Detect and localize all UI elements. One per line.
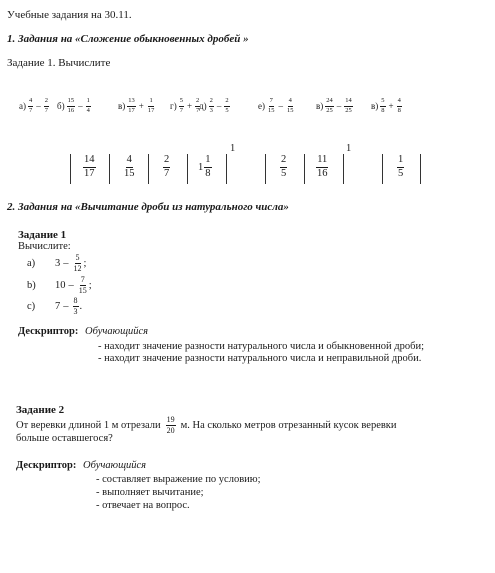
fraction: $\frac{14}{17}$ [84, 154, 95, 179]
descriptor-label: Дескриптор: [16, 460, 77, 471]
section1-title: 1. Задания на «Сложение обыкновенных дробей » [7, 33, 249, 45]
fraction: $\frac{2}{5}$ [281, 154, 287, 179]
exercise-item [199, 98, 231, 114]
fraction: $\frac{5}{7}$ [179, 97, 183, 114]
exercise-item [170, 98, 201, 114]
fraction: $\frac{7}{15}$ [268, 97, 275, 114]
fraction: $\frac{4}{15}$ [287, 97, 294, 114]
operator: – [78, 101, 83, 111]
task1-descriptor [18, 326, 148, 337]
fraction: $\frac{4}{15}$ [124, 154, 135, 179]
answer-cell [162, 155, 171, 179]
answer-cell: 1 $\frac{1}{8}$ [198, 154, 211, 179]
table-divider [187, 154, 188, 184]
task2-text-after: м. На сколько метров отрезанный кусок веревки [180, 420, 397, 431]
exercise-label: в) [371, 101, 379, 111]
task1-item: а) 3 – $\frac{5}{12}$ ; [27, 253, 87, 273]
operator: + [388, 101, 394, 111]
answer-cell [82, 155, 97, 179]
answer-cell [122, 155, 137, 179]
table-divider [304, 154, 305, 184]
exercise-label: в) [118, 101, 126, 111]
table-divider [70, 154, 71, 184]
task2-title: Задание 2 [16, 404, 65, 416]
fraction: $\frac{2}{7}$ [164, 154, 170, 179]
task1-title: Задание 1 [18, 229, 67, 241]
fraction: $\frac{1}{17}$ [147, 97, 155, 114]
table-divider [420, 154, 421, 184]
table-divider [148, 154, 149, 184]
page-header: Учебные задания на 30.11. [7, 9, 132, 21]
fraction: $\frac{2}{5}$ [225, 97, 229, 114]
operator: + [138, 101, 144, 111]
fraction: $\frac{13}{17}$ [128, 97, 135, 114]
exercise-item [19, 98, 50, 114]
section2-title: 2. Задания на «Вычитание дроби из натурального числа» [7, 201, 289, 213]
answer-cell [279, 155, 288, 179]
task1-descriptor-item: - находит значение разности натурального числа и неправильной дроби. [98, 353, 422, 364]
fraction: $\frac{15}{16}$ [67, 97, 75, 114]
fraction: $\frac{4}{8}$ [397, 97, 401, 114]
exercise-label: е) [258, 101, 265, 111]
exercise-label: а) [19, 101, 26, 111]
operator: – [278, 101, 283, 111]
fraction: $\frac{2}{7}$ [44, 97, 48, 114]
task1-descriptor-item: - находит значение разности натурального числа и обыкновенной дроби; [98, 341, 425, 352]
exercise-item [371, 98, 403, 114]
table-divider [382, 154, 383, 184]
exercise-label: г) [170, 101, 177, 111]
fraction: $\frac{5}{8}$ [381, 97, 385, 114]
exercise-label: б) [57, 101, 65, 111]
fraction: $\frac{1}{4}$ [86, 97, 90, 114]
answer-cell [396, 155, 405, 179]
exercise-label: д) [199, 101, 207, 111]
fraction: $\frac{2}{7}$ [196, 97, 200, 114]
fraction: $\frac{14}{25}$ [345, 97, 352, 114]
exercise-item [118, 98, 156, 114]
descriptor-label: Дескриптор: [18, 326, 79, 337]
table-divider [343, 154, 344, 184]
operator: – [216, 101, 222, 111]
answer-cell [315, 155, 330, 179]
task2-fraction: $\frac{19}{20}$ [166, 415, 175, 435]
task2-descriptor [16, 460, 146, 471]
fraction: $\frac{4}{7}$ [29, 97, 33, 114]
descriptor-who: Обучающийся [85, 326, 149, 337]
exercise-item [258, 98, 296, 114]
operator: + [186, 101, 193, 111]
task1-item: b) 10 – $\frac{7}{15}$ ; [27, 275, 92, 295]
task2-descriptor-item: - отвечает на вопрос. [96, 500, 190, 511]
exercise-item [316, 98, 354, 114]
exercise-label: в) [316, 101, 324, 111]
fraction: $\frac{1}{8}$ [205, 154, 211, 179]
exercise-item [57, 98, 92, 114]
operator: – [336, 101, 342, 111]
fraction: $\frac{5}{12}$ [73, 253, 82, 273]
table-divider [265, 154, 266, 184]
fraction: $\frac{8}{3}$ [73, 296, 78, 316]
task2-descriptor-item: - составляет выражение по условию; [96, 474, 261, 485]
fraction: $\frac{11}{16}$ [317, 154, 328, 179]
table-divider [226, 154, 227, 184]
fraction: $\frac{1}{5}$ [398, 154, 404, 179]
fraction: $\frac{7}{15}$ [78, 275, 87, 295]
descriptor-who: Обучающийся [83, 460, 147, 471]
task2-text-before: От веревки длиной 1 м отрезали [16, 420, 161, 431]
task2-descriptor-item: - выполняет вычитание; [96, 487, 204, 498]
task1-prompt: Вычислите: [18, 241, 71, 252]
table-divider [109, 154, 110, 184]
task2-text-line2: больше оставшегося? [16, 433, 113, 444]
fraction: $\frac{24}{25}$ [326, 97, 333, 114]
operator: – [36, 101, 41, 111]
task1-item: c) 7 – $\frac{8}{3}$ . [27, 296, 83, 316]
section1-task-label: Задание 1. Вычислите [7, 57, 111, 69]
fraction: $\frac{2}{3}$ [209, 97, 213, 114]
